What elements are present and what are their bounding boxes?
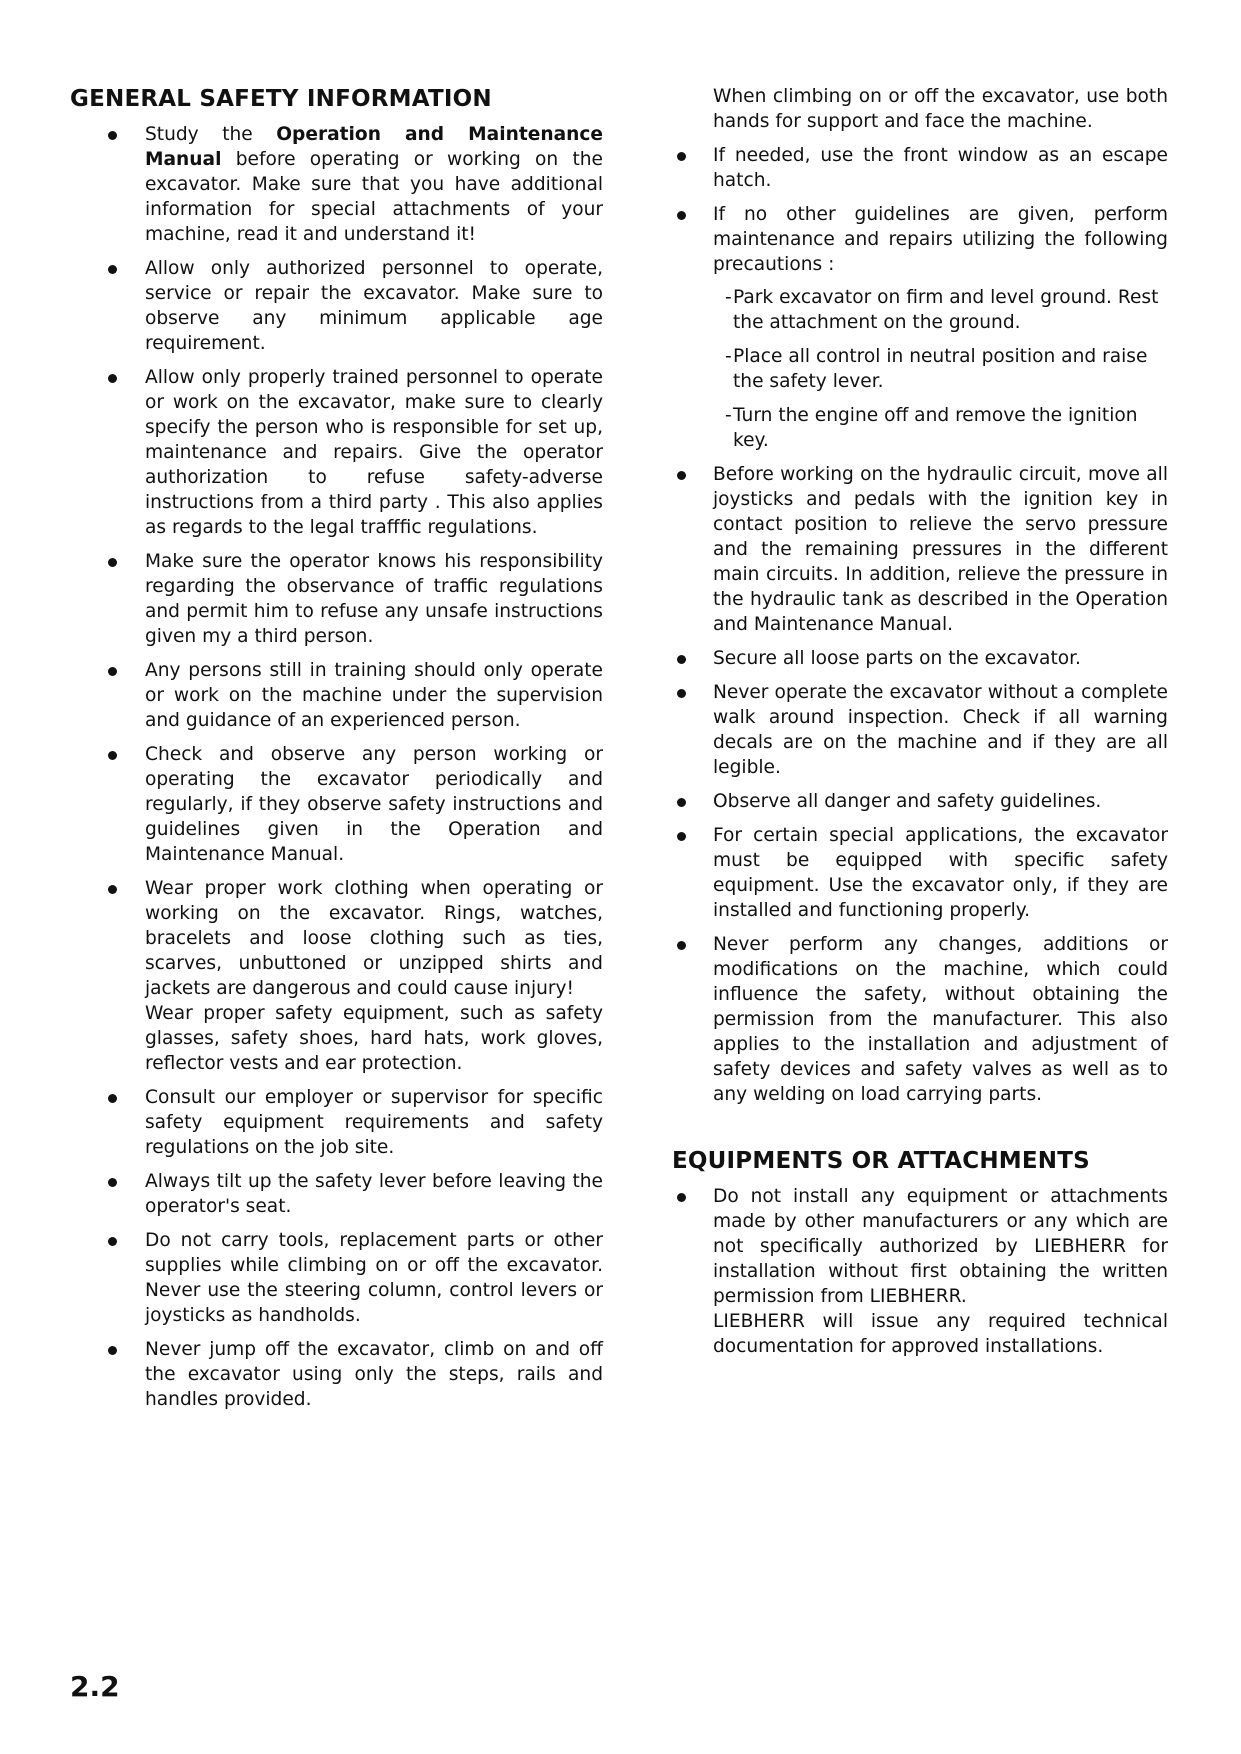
bullet-icon <box>108 265 117 274</box>
list-item-text-continued: Wear proper safety equipment, such as safety glasses, safety shoes, hard hats, work gloves, reflector vests and ear protection. <box>145 1003 603 1074</box>
list-item <box>672 462 1168 637</box>
bullet-icon <box>677 211 686 220</box>
bullet-icon <box>108 1237 117 1246</box>
bullet-icon <box>108 558 117 567</box>
bullet-icon <box>677 832 686 841</box>
list-item <box>672 823 1168 923</box>
bullet-icon <box>108 131 117 140</box>
bullet-icon <box>677 798 686 807</box>
list-item-text: Check and observe any person working or operating the excavator periodically and regularly, if they observe safety instructions and guidelines given in the Operation and Maintenance Manual. <box>145 744 603 865</box>
list-item <box>70 876 603 1076</box>
list-item <box>70 549 603 649</box>
list-item <box>70 1085 603 1160</box>
right-column <box>672 84 1168 1368</box>
list-item-text: Study the Operation and Maintenance Manual before operating or working on the excavator. Make sure that you have additional information for special attachments of your machine, read it and understand it! <box>145 124 603 245</box>
list-item-text: Never jump off the excavator, climb on and off the excavator using only the steps, rails and handles provided. <box>145 1339 603 1410</box>
sublist-item: - Turn the engine off and remove the ignition key. <box>725 405 1138 451</box>
list-item <box>70 658 603 733</box>
sublist-item: - Park excavator on firm and level ground. Rest the attachment on the ground. <box>725 287 1159 333</box>
list-item-text: If no other guidelines are given, perform maintenance and repairs utilizing the following precautions : <box>713 204 1168 275</box>
list-item <box>672 1184 1168 1359</box>
bullet-icon <box>108 667 117 676</box>
list-item-text: Before working on the hydraulic circuit, move all joysticks and pedals with the ignition key in contact position to relieve the servo pressure and the remaining pressures in the different main circuits. In addition, relieve the pressure in the hydraulic tank as described in the Operation and Maintenance Manual. <box>713 464 1168 635</box>
page-number: 2.2 <box>70 1670 120 1703</box>
list-item <box>672 932 1168 1107</box>
dash-icon: - <box>725 346 732 367</box>
list-item <box>70 122 603 247</box>
continued-paragraph: When climbing on or off the excavator, use both hands for support and face the machine. <box>713 86 1168 132</box>
general-safety-list <box>70 122 603 1412</box>
list-item <box>672 789 1168 814</box>
manual-name: Operation and Maintenance Manual <box>145 124 603 170</box>
list-item-text: Allow only properly trained personnel to operate or work on the excavator, make sure to clearly specify the person who is responsible for set up, maintenance and repairs. Give the operator authorization to refuse safety-adverse instructions from a third party . This also applies as regards to the legal trafffic regulations. <box>145 367 603 538</box>
bullet-icon <box>677 941 686 950</box>
list-item-text: Secure all loose parts on the excavator. <box>713 648 1081 669</box>
bullet-icon <box>677 689 686 698</box>
list-item-text: Never perform any changes, additions or modifications on the machine, which could influence the safety, without obtaining the permission from the manufacturer. This also applies to the installation and adjustment of safety devices and safety valves as well as to any welding on load carrying parts. <box>713 934 1168 1105</box>
list-item-text: Allow only authorized personnel to operate, service or repair the excavator. Make sure to observe any minimum applicable age requirement. <box>145 258 603 354</box>
bullet-icon <box>677 471 686 480</box>
list-item <box>70 256 603 356</box>
list-item-text-continued: LIEBHERR will issue any required technical documentation for approved installations. <box>713 1311 1168 1357</box>
list-item-text: If needed, use the front window as an escape hatch. <box>713 145 1168 191</box>
bullet-icon <box>108 885 117 894</box>
bullet-icon <box>677 655 686 664</box>
bullet-icon <box>108 1094 117 1103</box>
list-item-text: Make sure the operator knows his responsibility regarding the observance of traffic regulations and permit him to refuse any unsafe instructions given my a third person. <box>145 551 603 647</box>
section-spacer <box>672 1116 1168 1146</box>
list-item-text: For certain special applications, the excavator must be equipped with specific safety equipment. Use the excavator only, if they are installed and functioning properly. <box>713 825 1168 921</box>
list-item-text: Do not install any equipment or attachments made by other manufacturers or any which are not specifically authorized by LIEBHERR for installation without first obtaining the written permission from LIEBHERR. <box>713 1186 1168 1307</box>
bullet-icon <box>677 1193 686 1202</box>
list-item-text: Wear proper work clothing when operating or working on the excavator. Rings, watches, bracelets and loose clothing such as ties, scarves, unbuttoned or unzipped shirts and jackets are dangerous and could cause injury! <box>145 878 603 999</box>
bullet-icon <box>677 152 686 161</box>
dash-icon: - <box>725 405 732 426</box>
bullet-icon <box>108 374 117 383</box>
general-safety-list-continued <box>672 143 1168 1107</box>
list-item-text: Any persons still in training should only operate or work on the machine under the supervision and guidance of an experienced person. <box>145 660 603 731</box>
sublist-item: - Place all control in neutral position and raise the safety lever. <box>725 346 1148 392</box>
list-item <box>70 1228 603 1328</box>
list-item <box>70 742 603 867</box>
list-item <box>672 680 1168 780</box>
dash-icon: - <box>725 287 732 308</box>
section-title-general-safety: GENERAL SAFETY INFORMATION <box>70 86 492 112</box>
list-item <box>70 1337 603 1412</box>
list-item-text: Observe all danger and safety guidelines. <box>713 791 1102 812</box>
list-item <box>70 365 603 540</box>
list-item-text: Never operate the excavator without a complete walk around inspection. Check if all warning decals are on the machine and if they are all legible. <box>713 682 1168 778</box>
section-title-equipments: EQUIPMENTS OR ATTACHMENTS <box>672 1148 1090 1174</box>
bullet-icon <box>108 751 117 760</box>
list-item-text: Do not carry tools, replacement parts or other supplies while climbing on or off the excavator. Never use the steering column, control levers or joysticks as handholds. <box>145 1230 603 1326</box>
list-item <box>672 646 1168 671</box>
list-item <box>672 143 1168 193</box>
list-item <box>70 1169 603 1219</box>
left-column <box>70 84 603 1421</box>
bullet-icon <box>108 1346 117 1355</box>
list-item-text: Consult our employer or supervisor for specific safety equipment requirements and safety regulations on the job site. <box>145 1087 603 1158</box>
bullet-icon <box>108 1178 117 1187</box>
list-item-text: Always tilt up the safety lever before leaving the operator's seat. <box>145 1171 603 1217</box>
precautions-sublist <box>713 285 1168 453</box>
list-item <box>672 202 1168 453</box>
equipments-list <box>672 1184 1168 1359</box>
